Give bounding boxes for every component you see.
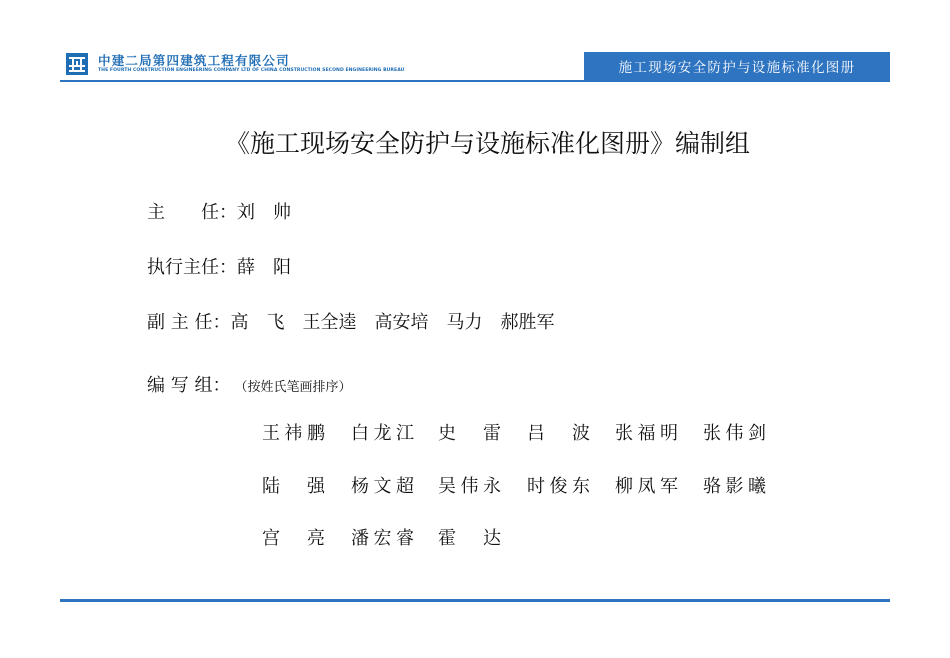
- member-name: 史 雷: [438, 423, 501, 444]
- executive-label: 执行主任：: [147, 257, 237, 278]
- deputy-row: [147, 308, 554, 334]
- member-name: 宫 亮: [262, 528, 325, 549]
- deputy-label: 副 主 任：: [147, 312, 231, 333]
- director-row: [147, 198, 291, 224]
- sort-note: （按姓氏笔画排序）: [234, 380, 352, 395]
- member-name: 张伟剑: [703, 423, 766, 444]
- executive-names: 薛 阳: [237, 257, 291, 278]
- member-name: 潘宏睿: [351, 528, 414, 549]
- director-names: 刘 帅: [237, 202, 291, 223]
- writing-group-row: [147, 371, 351, 397]
- member-name: 王祎鹏: [262, 423, 325, 444]
- member-name: 柳凤军: [615, 476, 678, 497]
- executive-row: [147, 253, 291, 279]
- company-name-en: THE FOURTH CONSTRUCTION ENGINEERING COMPANY LTD OF CHINA CONSTRUCTION SECOND ENGINEERING BUREAU: [98, 68, 405, 73]
- page-title: 《施工现场安全防护与设施标准化图册》编制组: [224, 129, 750, 158]
- company-name-cn: 中建二局第四建筑工程有限公司: [98, 53, 290, 68]
- deputy-names: 高 飞 王全逵 高安培 马力 郝胜军: [230, 312, 555, 333]
- document-title-tab: 施工现场安全防护与设施标准化图册: [584, 52, 890, 82]
- member-name: 时俊东: [527, 476, 590, 497]
- member-name: 骆影曦: [703, 476, 766, 497]
- header-divider: [60, 80, 890, 82]
- writing-group-label: 编 写 组：: [147, 375, 231, 396]
- director-label: 主 任：: [147, 202, 237, 223]
- member-name: 张福明: [615, 423, 678, 444]
- member-name: 霍 达: [438, 528, 501, 549]
- member-name: 吕 波: [527, 423, 590, 444]
- footer-divider: [60, 599, 890, 602]
- member-name: 白龙江: [351, 423, 414, 444]
- member-name: 吴伟永: [438, 476, 501, 497]
- company-logo-icon: [66, 53, 88, 75]
- member-name: 陆 强: [262, 476, 325, 497]
- member-name: 杨文超: [351, 476, 414, 497]
